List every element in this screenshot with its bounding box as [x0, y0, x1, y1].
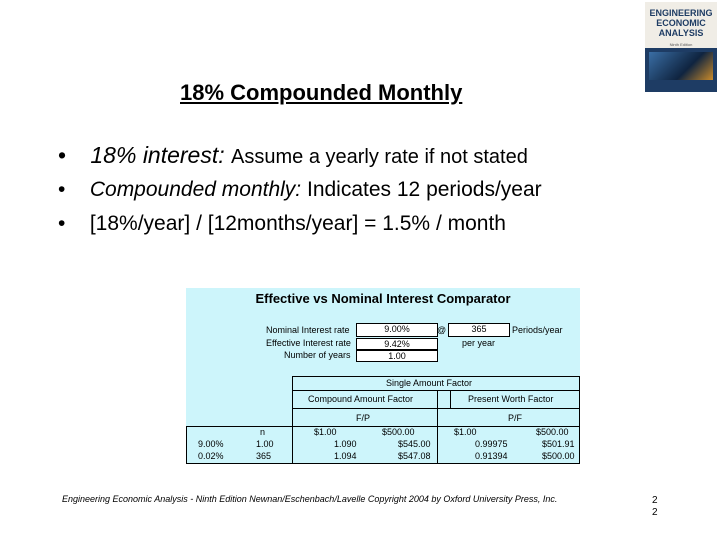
table-cell-fp-value: $547.08: [398, 451, 431, 461]
book-cover-edition: Ninth Edition: [669, 42, 693, 47]
bullet-2-text: Indicates 12 periods/year: [306, 178, 542, 201]
compound-amount-factor-header: Compound Amount Factor: [308, 394, 414, 404]
table-cell-pf-value: $500.00: [542, 451, 575, 461]
page-number-digit-2: 2: [652, 507, 658, 518]
page-number: [652, 495, 658, 519]
table-cell-rate: 0.02%: [198, 451, 224, 461]
table-cell-n: 1.00: [256, 439, 274, 449]
book-cover-art: [649, 52, 713, 80]
at-symbol: @: [437, 325, 447, 335]
periods-label: Periods/year: [512, 325, 563, 335]
book-cover-title: ENGINEERING ECONOMIC ANALYSIS: [649, 8, 713, 38]
bullet-dot: •: [58, 212, 66, 235]
fp-label: F/P: [356, 413, 371, 423]
pf-base-header: $1.00: [454, 427, 477, 437]
periods-value: 365: [448, 323, 510, 337]
fp-amount-header: $500.00: [382, 427, 415, 437]
years-value: 1.00: [356, 350, 438, 362]
book-cover-image: [645, 2, 717, 92]
bullet-dot: •: [58, 142, 67, 168]
table-cell-fp: 1.090: [334, 439, 357, 449]
nominal-rate-value: 9.00%: [356, 323, 438, 337]
fp-base-header: $1.00: [314, 427, 337, 437]
table-cell-fp: 1.094: [334, 451, 357, 461]
table-cell-rate: 9.00%: [198, 439, 224, 449]
table-cell-pf: 0.99975: [475, 439, 508, 449]
present-worth-factor-header: Present Worth Factor: [468, 394, 554, 404]
slide-title: 18% Compounded Monthly: [180, 80, 463, 105]
years-label: Number of years: [284, 350, 351, 360]
per-year-label: per year: [462, 338, 496, 348]
bullet-1: [58, 142, 528, 169]
page-number-digit-1: 2: [652, 495, 658, 506]
effective-rate-label: Effective Interest rate: [266, 338, 351, 348]
single-amount-factor-header: Single Amount Factor: [386, 378, 473, 388]
bullet-3-text: [18%/year] / [12months/year] = 1.5% / month: [89, 212, 506, 235]
pf-amount-header: $500.00: [536, 427, 569, 437]
bullet-3: [58, 212, 506, 236]
bullet-2-term: Compounded monthly:: [89, 178, 302, 201]
table-cell-fp-value: $545.00: [398, 439, 431, 449]
table-cell-pf: 0.91394: [475, 451, 508, 461]
effective-rate-value: 9.42%: [356, 338, 438, 350]
table-cell-n: 365: [256, 451, 272, 461]
copyright-footer: Engineering Economic Analysis - Ninth Edition Newnan/Eschenbach/Lavelle Copyright 2004 by Oxford University Press, Inc.: [62, 494, 558, 504]
pf-label: P/F: [508, 413, 523, 423]
bullet-2: [58, 178, 542, 202]
column-n-header: n: [260, 427, 266, 437]
spreadsheet-heading: Effective vs Nominal Interest Comparator: [255, 291, 511, 306]
bullet-1-term: 18% interest:: [90, 142, 225, 168]
bullet-1-text: Assume a yearly rate if not stated: [231, 146, 528, 168]
table-cell-pf-value: $501.91: [542, 439, 575, 449]
interest-comparator-spreadsheet: [186, 288, 580, 464]
bullet-dot: •: [58, 178, 66, 201]
nominal-rate-label: Nominal Interest rate: [266, 325, 350, 335]
